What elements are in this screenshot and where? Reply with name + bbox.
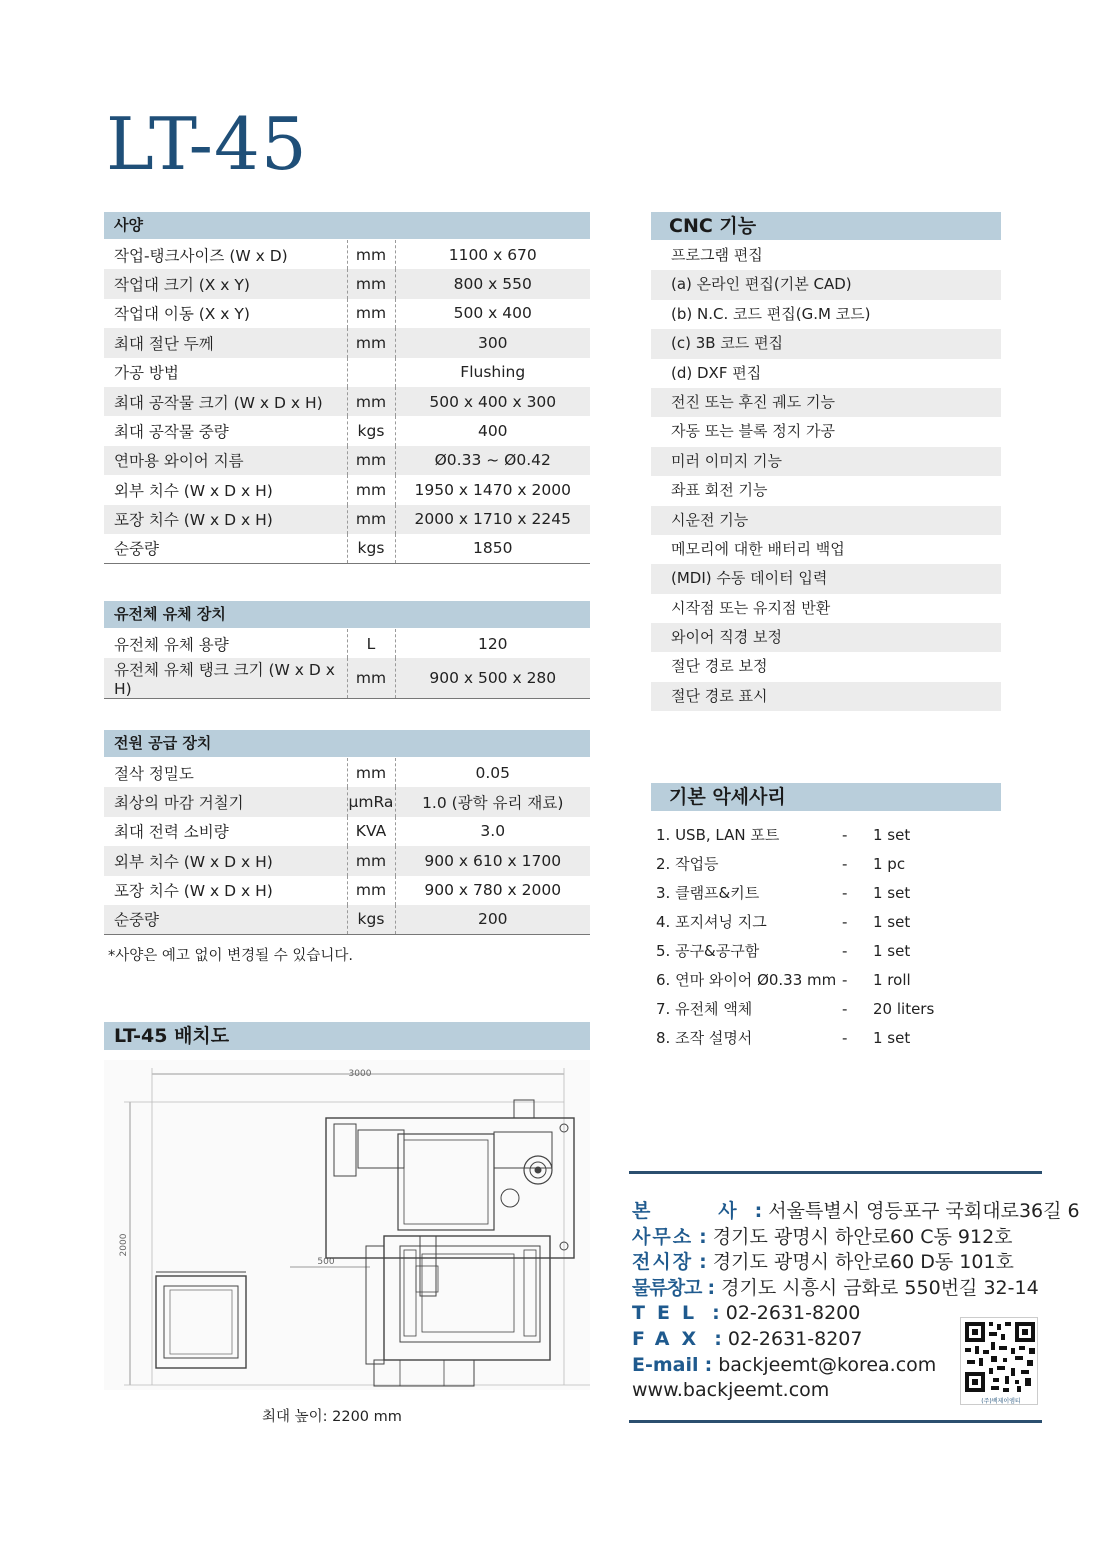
cnc-function-item: 자동 또는 블록 정지 가공 xyxy=(671,422,835,441)
accessory-item xyxy=(656,937,956,966)
accessory-item xyxy=(656,879,956,908)
hq-label: 본 사 xyxy=(632,1200,749,1222)
fluid-value-cell: 900 x 500 x 280 xyxy=(395,658,590,699)
page-title: LT-45 xyxy=(106,102,308,186)
email-label: E-mail xyxy=(632,1353,699,1376)
spec-value-cell: Flushing xyxy=(460,363,526,382)
accessory-dash: - xyxy=(842,1029,848,1047)
accessory-qty: 20 liters xyxy=(873,1000,935,1018)
spec-label-cell: 작업-탱크사이즈 (W x D) xyxy=(104,240,347,269)
power-row xyxy=(104,846,590,875)
power-row xyxy=(104,758,590,787)
spec-value-cell: 1950 x 1470 x 2000 xyxy=(414,480,571,499)
spec-table xyxy=(104,240,590,564)
tel-label: TEL xyxy=(632,1302,707,1325)
cnc-function-item: 프로그램 편집 xyxy=(671,246,763,264)
cnc-function-item: (b) N.C. 코드 편집(G.M 코드) xyxy=(671,304,871,323)
spec-unit-cell: mm xyxy=(347,387,395,416)
fluid-label-cell: 유전체 유체 탱크 크기 (W x D x H) xyxy=(104,658,347,699)
fluid-label-cell: 유전체 유체 용량 xyxy=(104,629,347,658)
accessory-qty: 1 pc xyxy=(873,855,906,873)
qr-caption: (주)백제이엠티 xyxy=(981,1398,1021,1405)
accessory-name: 5. 공구&공구함 xyxy=(656,942,760,960)
power-heading: 전원 공급 장치 xyxy=(104,730,590,757)
spec-unit-cell: kgs xyxy=(347,416,395,445)
layout-heading: LT-45 배치도 xyxy=(104,1022,590,1050)
accessory-name: 4. 포지셔닝 지그 xyxy=(656,913,767,931)
spec-unit-cell: mm xyxy=(347,240,395,269)
qr-code-icon xyxy=(961,1318,1039,1406)
fax-number: 02-2631-8207 xyxy=(727,1327,863,1350)
fluid-table xyxy=(104,629,590,699)
spec-value-cell: 500 x 400 x 300 xyxy=(395,387,590,416)
spec-unit-cell: mm xyxy=(347,328,395,357)
power-label-cell: 외부 치수 (W x D x H) xyxy=(104,846,347,875)
accessory-qty: 1 set xyxy=(873,1029,911,1047)
spec-value-cell: 2000 x 1710 x 2245 xyxy=(395,505,590,534)
accessory-name: 2. 작업등 xyxy=(656,855,719,873)
dim-width-label: 3000 xyxy=(348,1069,372,1079)
tel-colon: : xyxy=(712,1302,720,1325)
accessory-qty: 1 set xyxy=(873,884,911,902)
power-value-cell: 200 xyxy=(395,905,590,934)
accessory-qty: 1 set xyxy=(873,826,911,844)
spec-row xyxy=(104,475,590,504)
email-colon: : xyxy=(704,1353,713,1376)
spec-row xyxy=(104,416,590,445)
power-row xyxy=(104,787,590,816)
accessory-item xyxy=(656,995,956,1024)
spec-value-cell: 800 x 550 xyxy=(395,269,590,298)
spec-row xyxy=(104,269,590,298)
accessories-list xyxy=(656,821,956,1053)
spec-label-cell: 작업대 이동 (X x Y) xyxy=(104,299,347,328)
spec-note: *사양은 예고 없이 변경될 수 있습니다. xyxy=(108,948,354,964)
spec-label-cell: 최대 절단 두께 xyxy=(104,328,347,357)
contact-office xyxy=(632,1225,1080,1251)
accessory-name: 6. 연마 와이어 Ø0.33 mm xyxy=(656,971,837,989)
cnc-function-item: (MDI) 수동 데이터 입력 xyxy=(651,564,1001,593)
spec-row xyxy=(104,534,590,563)
power-value-cell: 900 x 780 x 2000 xyxy=(424,881,562,900)
showroom-label: 전시장 xyxy=(632,1251,694,1274)
showroom-colon: : xyxy=(699,1251,707,1274)
cnc-function-item: 절단 경로 표시 xyxy=(651,682,1001,711)
spec-label-cell: 포장 치수 (W x D x H) xyxy=(104,505,347,534)
cnc-function-item: 와이어 직경 보정 xyxy=(651,623,1001,652)
hq-address: 서울특별시 영등포구 국회대로36길 6 xyxy=(768,1200,1080,1222)
spec-row xyxy=(104,299,590,328)
accessory-item xyxy=(656,908,956,937)
office-address: 경기도 광명시 하안로60 C동 912호 xyxy=(712,1225,1013,1248)
fluid-value-cell: 120 xyxy=(477,634,508,653)
spec-label-cell: 작업대 크기 (X x Y) xyxy=(104,269,347,298)
cnc-function-list xyxy=(651,241,1001,711)
warehouse-address: 경기도 시흥시 금화로 550번길 32-14 xyxy=(721,1276,1039,1299)
spec-row xyxy=(104,240,590,269)
spec-unit-cell: mm xyxy=(347,475,395,504)
fluid-unit-cell: L xyxy=(347,629,395,658)
power-row xyxy=(104,817,590,846)
accessory-dash: - xyxy=(842,942,848,960)
power-row xyxy=(104,905,590,934)
spec-label-cell: 최대 공작물 중량 xyxy=(104,416,347,445)
spec-value-cell: 1850 xyxy=(395,534,590,563)
spec-unit-cell: kgs xyxy=(347,534,395,563)
office-colon: : xyxy=(699,1225,707,1248)
accessory-item xyxy=(656,966,956,995)
spec-label-cell: 연마용 와이어 지름 xyxy=(104,446,347,475)
power-value-cell: 1.0 (광학 유리 재료) xyxy=(395,787,590,816)
accessories-heading: 기본 악세사리 xyxy=(651,783,1001,811)
power-value-cell: 3.0 xyxy=(480,822,506,841)
accessory-item xyxy=(656,850,956,879)
accessory-qty: 1 set xyxy=(873,942,911,960)
accessory-item xyxy=(656,1024,956,1053)
cnc-function-item: (a) 온라인 편집(기본 CAD) xyxy=(651,270,1001,299)
power-table xyxy=(104,758,590,935)
accessory-name: 7. 유전체 액체 xyxy=(656,1000,753,1018)
cnc-function-item: (d) DXF 편집 xyxy=(671,363,762,382)
fluid-row xyxy=(104,629,590,658)
accessory-qty: 1 roll xyxy=(873,971,911,989)
cnc-function-item: 절단 경로 보정 xyxy=(671,657,768,676)
spec-row xyxy=(104,505,590,534)
cnc-heading: CNC 기능 xyxy=(651,212,1001,240)
power-value-cell: 900 x 610 x 1700 xyxy=(395,846,590,875)
layout-drawing xyxy=(104,1060,590,1390)
spec-value-cell: 300 xyxy=(395,328,590,357)
accessory-name: 1. USB, LAN 포트 xyxy=(656,826,780,844)
spec-row xyxy=(104,358,590,387)
contact-warehouse xyxy=(632,1276,1080,1302)
power-unit-cell: mm xyxy=(347,876,395,905)
power-unit-cell: mm xyxy=(347,846,395,875)
cnc-function-item: 좌표 회전 기능 xyxy=(671,481,768,500)
power-unit-cell: μmRa xyxy=(347,787,395,816)
cnc-function-item: 시작점 또는 유지점 반환 xyxy=(671,598,831,617)
warehouse-colon: : xyxy=(707,1276,716,1299)
accessory-dash: - xyxy=(842,826,848,844)
contact-hq xyxy=(632,1199,1080,1225)
tel-number[interactable]: 02-2631-8200 xyxy=(725,1302,861,1325)
office-label: 사무소 xyxy=(632,1225,694,1248)
website-link[interactable]: www.backjeemt.com xyxy=(632,1379,830,1402)
power-row xyxy=(104,876,590,905)
accessory-dash: - xyxy=(842,971,848,989)
cnc-function-item: 전진 또는 후진 궤도 기능 xyxy=(651,388,1001,417)
showroom-address: 경기도 광명시 하안로60 D동 101호 xyxy=(712,1251,1014,1274)
fax-colon: : xyxy=(714,1327,722,1350)
cnc-function-item: 미러 이미지 기능 xyxy=(651,447,1001,476)
spec-unit-cell: mm xyxy=(347,505,395,534)
max-height-note: 최대 높이: 2200 mm xyxy=(262,1409,402,1425)
power-label-cell: 순중량 xyxy=(104,905,347,934)
cnc-function-item: 시운전 기능 xyxy=(651,506,1001,535)
fluid-row xyxy=(104,658,590,699)
spec-heading: 사양 xyxy=(104,212,590,239)
fax-label: FAX xyxy=(632,1327,709,1350)
spec-value-cell: 500 x 400 xyxy=(453,304,532,323)
contact-top-rule xyxy=(629,1171,1042,1174)
cnc-function-item: (c) 3B 코드 편집 xyxy=(651,329,1001,358)
spec-unit-cell: mm xyxy=(347,446,395,475)
dim-offset-label: 500 xyxy=(317,1257,335,1267)
accessory-dash: - xyxy=(842,855,848,873)
power-label-cell: 최상의 마감 거칠기 xyxy=(104,787,347,816)
accessory-dash: - xyxy=(842,1000,848,1018)
power-value-cell: 0.05 xyxy=(475,763,510,782)
power-unit-cell: kgs xyxy=(347,905,395,934)
power-label-cell: 포장 치수 (W x D x H) xyxy=(104,876,347,905)
accessory-name: 8. 조작 설명서 xyxy=(656,1029,753,1047)
power-label-cell: 절삭 정밀도 xyxy=(104,758,347,787)
qr-code[interactable] xyxy=(960,1317,1038,1405)
power-unit-cell: KVA xyxy=(347,817,395,846)
contact-showroom xyxy=(632,1250,1080,1276)
spec-label-cell: 가공 방법 xyxy=(104,358,347,387)
spec-row xyxy=(104,328,590,357)
accessory-item xyxy=(656,821,956,850)
email-address[interactable]: backjeemt@korea.com xyxy=(718,1353,937,1376)
spec-row xyxy=(104,387,590,416)
spec-value-cell: 1100 x 670 xyxy=(448,245,537,264)
accessory-dash: - xyxy=(842,884,848,902)
cnc-function-item: 메모리에 대한 배터리 백업 xyxy=(671,539,845,558)
spec-value-cell: 400 xyxy=(477,422,508,441)
spec-unit-cell: mm xyxy=(347,299,395,328)
spec-unit-cell xyxy=(347,358,395,387)
layout-diagram xyxy=(104,1060,590,1390)
accessory-name: 3. 클램프&키트 xyxy=(656,884,760,902)
fluid-heading: 유전체 유체 장치 xyxy=(104,601,590,628)
spec-label-cell: 순중량 xyxy=(104,534,347,563)
hq-colon: : xyxy=(754,1200,763,1222)
spec-row xyxy=(104,446,590,475)
accessory-qty: 1 set xyxy=(873,913,911,931)
fluid-unit-cell: mm xyxy=(347,658,395,699)
spec-label-cell: 최대 공작물 크기 (W x D x H) xyxy=(104,387,347,416)
warehouse-label: 물류창고 xyxy=(632,1276,702,1299)
spec-value-cell: Ø0.33 ~ Ø0.42 xyxy=(395,446,590,475)
power-unit-cell: mm xyxy=(347,758,395,787)
spec-unit-cell: mm xyxy=(347,269,395,298)
dim-height-label: 2000 xyxy=(119,1233,129,1257)
contact-bottom-rule xyxy=(629,1420,1042,1423)
power-label-cell: 최대 전력 소비량 xyxy=(104,817,347,846)
accessory-dash: - xyxy=(842,913,848,931)
spec-label-cell: 외부 치수 (W x D x H) xyxy=(104,475,347,504)
